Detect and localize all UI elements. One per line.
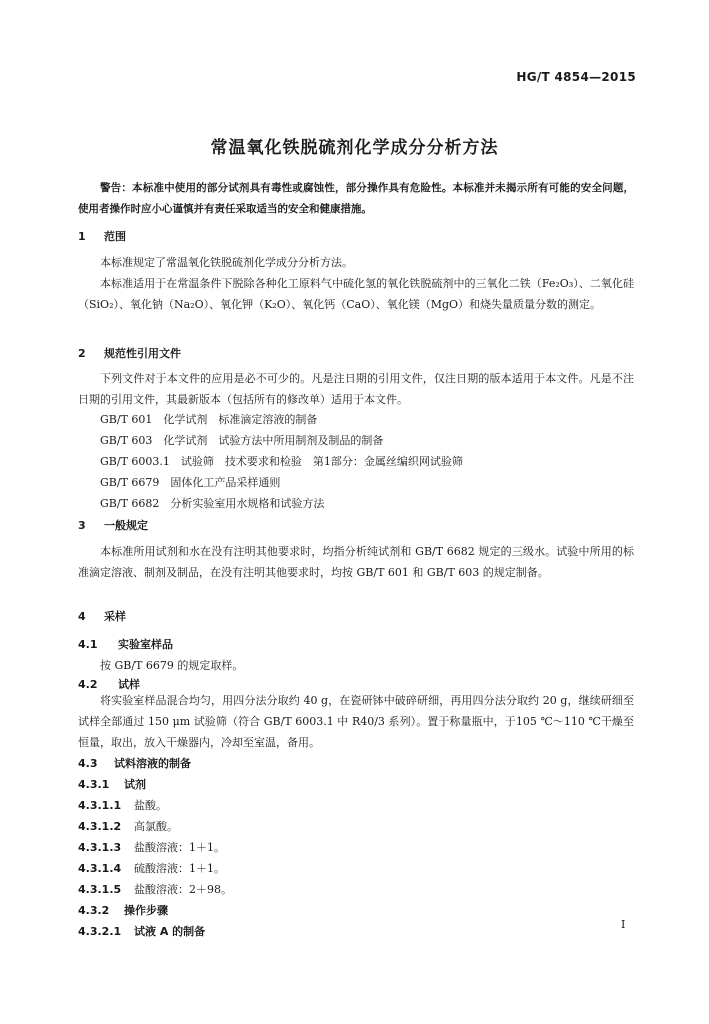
reagent-item — [78, 839, 225, 855]
scope-paragraph-1: 本标准规定了常温氧化铁脱硫剂化学成分分析方法。 — [100, 256, 353, 269]
reference-item: GB/T 603 化学试剂 试验方法中所用制剂及制品的制备 — [100, 434, 384, 447]
reference-item: GB/T 6682 分析实验室用水规格和试验方法 — [100, 497, 325, 510]
item-number: 4.3.1.1 — [78, 799, 122, 812]
reference-item: GB/T 6679 固体化工产品采样通则 — [100, 476, 281, 489]
section-number: 1 — [78, 230, 86, 243]
test-sample-paragraph: 将实验室样品混合均匀，用四分法分取约 40 g，在瓷研钵中破碎研细，再用四分法分取约 20 g，继续研细至试样全部通过 150 μm 试验筛（符合 GB/T 6003.1 中 R40/3 系列）。置于称量瓶中，于105 ℃～110 ℃干燥至恒量，取出，放入干燥器内，冷却至室温，备用。 — [78, 694, 634, 749]
general-rules-paragraph: 本标准所用试剂和水在没有注明其他要求时，均指分析纯试剂和 GB/T 6682 规定的三级水。试验中所用的标准滴定溶液、制剂及制品，在没有注明其他要求时，均按 GB/T 601 和 GB/T 603 的规定制备。 — [78, 545, 634, 579]
warning-paragraph: 警告：本标准中使用的部分试剂具有毒性或腐蚀性，部分操作具有危险性。本标准并未揭示所有可能的安全问题，使用者操作时应小心谨慎并有责任采取适当的安全和健康措施。 — [78, 182, 634, 215]
reagent-item — [78, 797, 167, 813]
item-text: 高氯酸。 — [134, 820, 178, 833]
section-title: 试液 A 的制备 — [134, 925, 206, 938]
item-number: 4.3.1.4 — [78, 862, 122, 875]
section-2-heading — [78, 345, 181, 361]
document-title: 常温氧化铁脱硫剂化学成分分析方法 — [210, 138, 499, 158]
section-1-heading — [78, 228, 126, 244]
section-4-3-2-1-heading — [78, 923, 205, 939]
section-number: 4.2 — [78, 678, 98, 691]
section-title: 试剂 — [124, 778, 146, 791]
section-title: 规范性引用文件 — [104, 347, 181, 360]
section-number: 4.3 — [78, 757, 98, 770]
section-title: 试料溶液的制备 — [114, 757, 191, 770]
section-number: 4.3.1 — [78, 778, 110, 791]
section-4-3-2-heading — [78, 902, 168, 918]
lab-sample-text: 按 GB/T 6679 的规定取样。 — [100, 659, 244, 672]
reagent-item — [78, 818, 178, 834]
section-4-3-1-heading — [78, 776, 146, 792]
section-number: 4.1 — [78, 638, 98, 651]
reference-item: GB/T 601 化学试剂 标准滴定溶液的制备 — [100, 413, 318, 426]
section-title: 采样 — [104, 610, 126, 623]
section-4-3-heading — [78, 755, 191, 771]
section-title: 一般规定 — [104, 519, 148, 532]
reagent-item — [78, 881, 232, 897]
item-number: 4.3.1.2 — [78, 820, 122, 833]
item-text: 硫酸溶液：1＋1。 — [134, 862, 225, 875]
section-number: 3 — [78, 519, 86, 532]
standard-number: HG/T 4854—2015 — [516, 70, 636, 84]
page-number: I — [621, 918, 626, 931]
section-title: 范围 — [104, 230, 126, 243]
item-number: 4.3.1.5 — [78, 883, 122, 896]
reference-item: GB/T 6003.1 试验筛 技术要求和检验 第1部分：金属丝编织网试验筛 — [100, 455, 463, 468]
item-text: 盐酸溶液：1＋1。 — [134, 841, 225, 854]
section-title: 操作步骤 — [124, 904, 168, 917]
item-text: 盐酸溶液：2＋98。 — [134, 883, 232, 896]
section-number: 2 — [78, 347, 86, 360]
normative-references-paragraph: 下列文件对于本文件的应用是必不可少的。凡是注日期的引用文件，仅注日期的版本适用于本文件。凡是不注日期的引用文件，其最新版本（包括所有的修改单）适用于本文件。 — [78, 372, 634, 406]
section-number: 4.3.2 — [78, 904, 110, 917]
section-number: 4.3.2.1 — [78, 925, 122, 938]
section-4-heading — [78, 608, 126, 624]
section-3-heading — [78, 517, 148, 533]
section-title: 实验室样品 — [118, 638, 173, 651]
item-number: 4.3.1.3 — [78, 841, 122, 854]
section-4-1-heading — [78, 636, 173, 652]
item-text: 盐酸。 — [134, 799, 167, 812]
section-title: 试样 — [118, 678, 140, 691]
scope-paragraph-2: 本标准适用于在常温条件下脱除各种化工原料气中硫化氢的氧化铁脱硫剂中的三氧化二铁（Fe₂O₃）、二氧化硅（SiO₂）、氧化钠（Na₂O）、氧化钾（K₂O）、氧化钙（CaO）、氧化镁（MgO）和烧失量质量分数的测定。 — [78, 277, 634, 311]
section-number: 4 — [78, 610, 86, 623]
reagent-item — [78, 860, 225, 876]
